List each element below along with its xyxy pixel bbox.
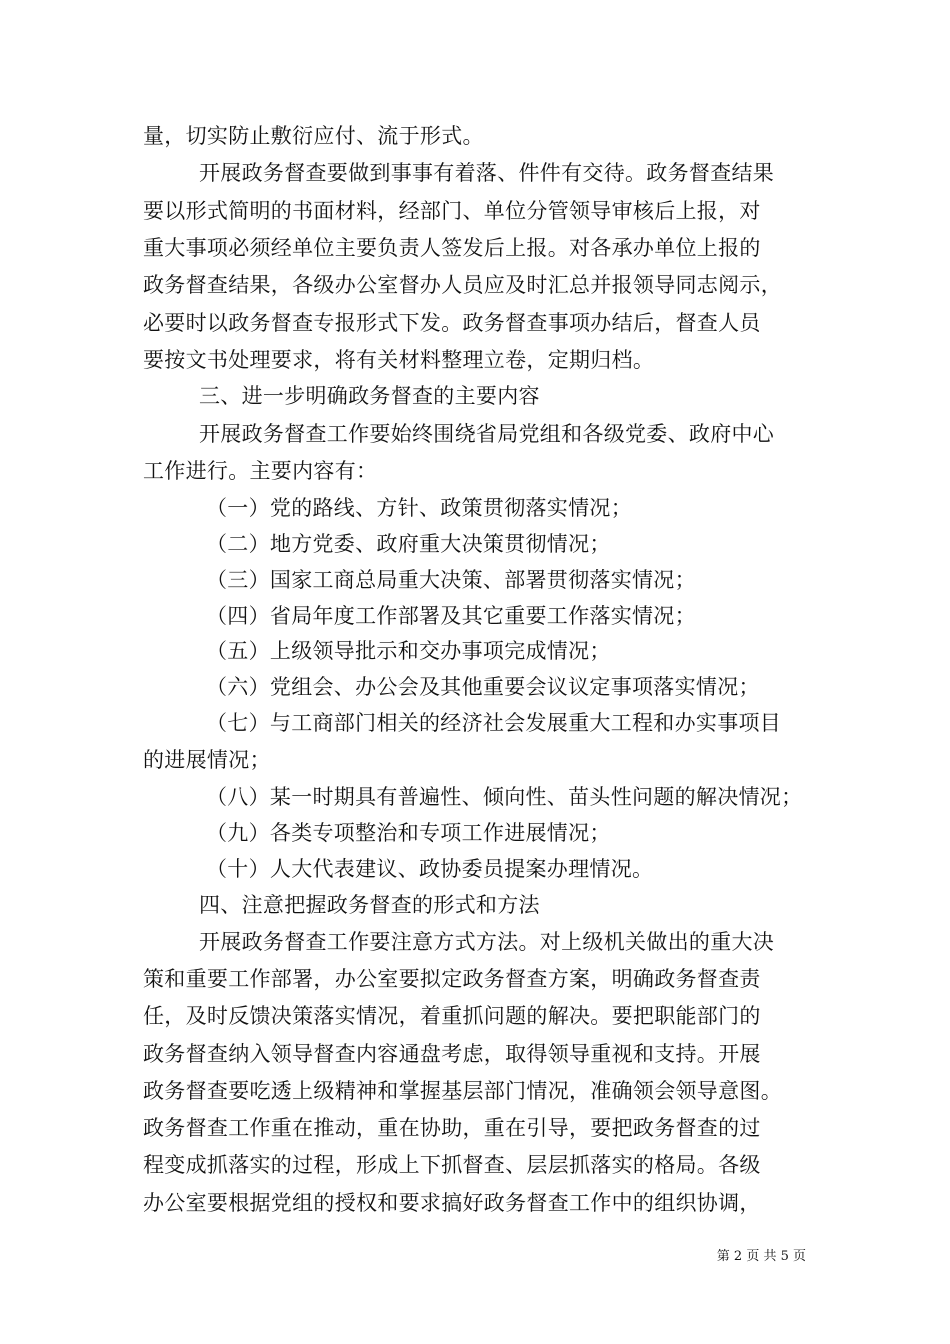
text-line: 政务督查要吃透上级精神和掌握基层部门情况，准确领会领导意图。 (143, 1079, 782, 1103)
list-item: （二）地方党委、政府重大决策贯彻情况； (206, 532, 611, 556)
text-line: 政务督查工作重在推动，重在协助，重在引导，要把政务督查的过 (143, 1116, 761, 1140)
text-line: 开展政务督查工作要始终围绕省局党组和各级党委、政府中心 (199, 422, 775, 446)
section-heading: 三、进一步明确政务督查的主要内容 (199, 384, 540, 408)
list-item: （五）上级领导批示和交办事项完成情况； (206, 639, 611, 663)
list-item: （三）国家工商总局重大决策、部署贯彻落实情况； (206, 568, 696, 592)
list-item: （四）省局年度工作部署及其它重要工作落实情况； (206, 604, 696, 628)
text-line: 开展政务督查要做到事事有着落、件件有交待。政务督查结果 (199, 161, 775, 185)
text-line: 程变成抓落实的过程，形成上下抓督查、层层抓落实的格局。各级 (143, 1153, 761, 1177)
list-item: （六）党组会、办公会及其他重要会议议定事项落实情况； (206, 675, 760, 699)
text-line: 要以形式简明的书面材料，经部门、单位分管领导审核后上报，对 (143, 199, 761, 223)
text-line: 的进展情况； (143, 748, 271, 772)
text-line: 必要时以政务督查专报形式下发。政务督查事项办结后，督查人员 (143, 311, 761, 335)
list-item: （八）某一时期具有普遍性、倾向性、苗头性问题的解决情况； (206, 785, 803, 809)
list-item: （十）人大代表建议、政协委员提案办理情况。 (206, 857, 654, 881)
page-number: 第 2 页 共 5 页 (716, 1249, 806, 1264)
text-line: 要按文书处理要求，将有关材料整理立卷，定期归档。 (143, 348, 655, 372)
list-item: （一）党的路线、方针、政策贯彻落实情况； (206, 496, 632, 520)
text-line: 政务督查纳入领导督查内容通盘考虑，取得领导重视和支持。开展 (143, 1042, 761, 1066)
text-line: 工作进行。主要内容有： (143, 459, 378, 483)
text-line: 重大事项必须经单位主要负责人签发后上报。对各承办单位上报的 (143, 236, 761, 260)
text-line: 办公室要根据党组的授权和要求搞好政务督查工作中的组织协调， (143, 1191, 761, 1215)
list-item: （七）与工商部门相关的经济社会发展重大工程和办实事项目 (206, 711, 782, 735)
text-line: 策和重要工作部署，办公室要拟定政务督查方案，明确政务督查责 (143, 967, 761, 991)
list-item: （九）各类专项整治和专项工作进展情况； (206, 821, 611, 845)
text-line: 量，切实防止敷衍应付、流于形式。 (143, 124, 484, 148)
section-heading: 四、注意把握政务督查的形式和方法 (199, 893, 540, 917)
text-line: 开展政务督查工作要注意方式方法。对上级机关做出的重大决 (199, 930, 775, 954)
text-line: 任，及时反馈决策落实情况，着重抓问题的解决。要把职能部门的 (143, 1004, 761, 1028)
text-line: 政务督查结果，各级办公室督办人员应及时汇总并报领导同志阅示， (143, 273, 782, 297)
